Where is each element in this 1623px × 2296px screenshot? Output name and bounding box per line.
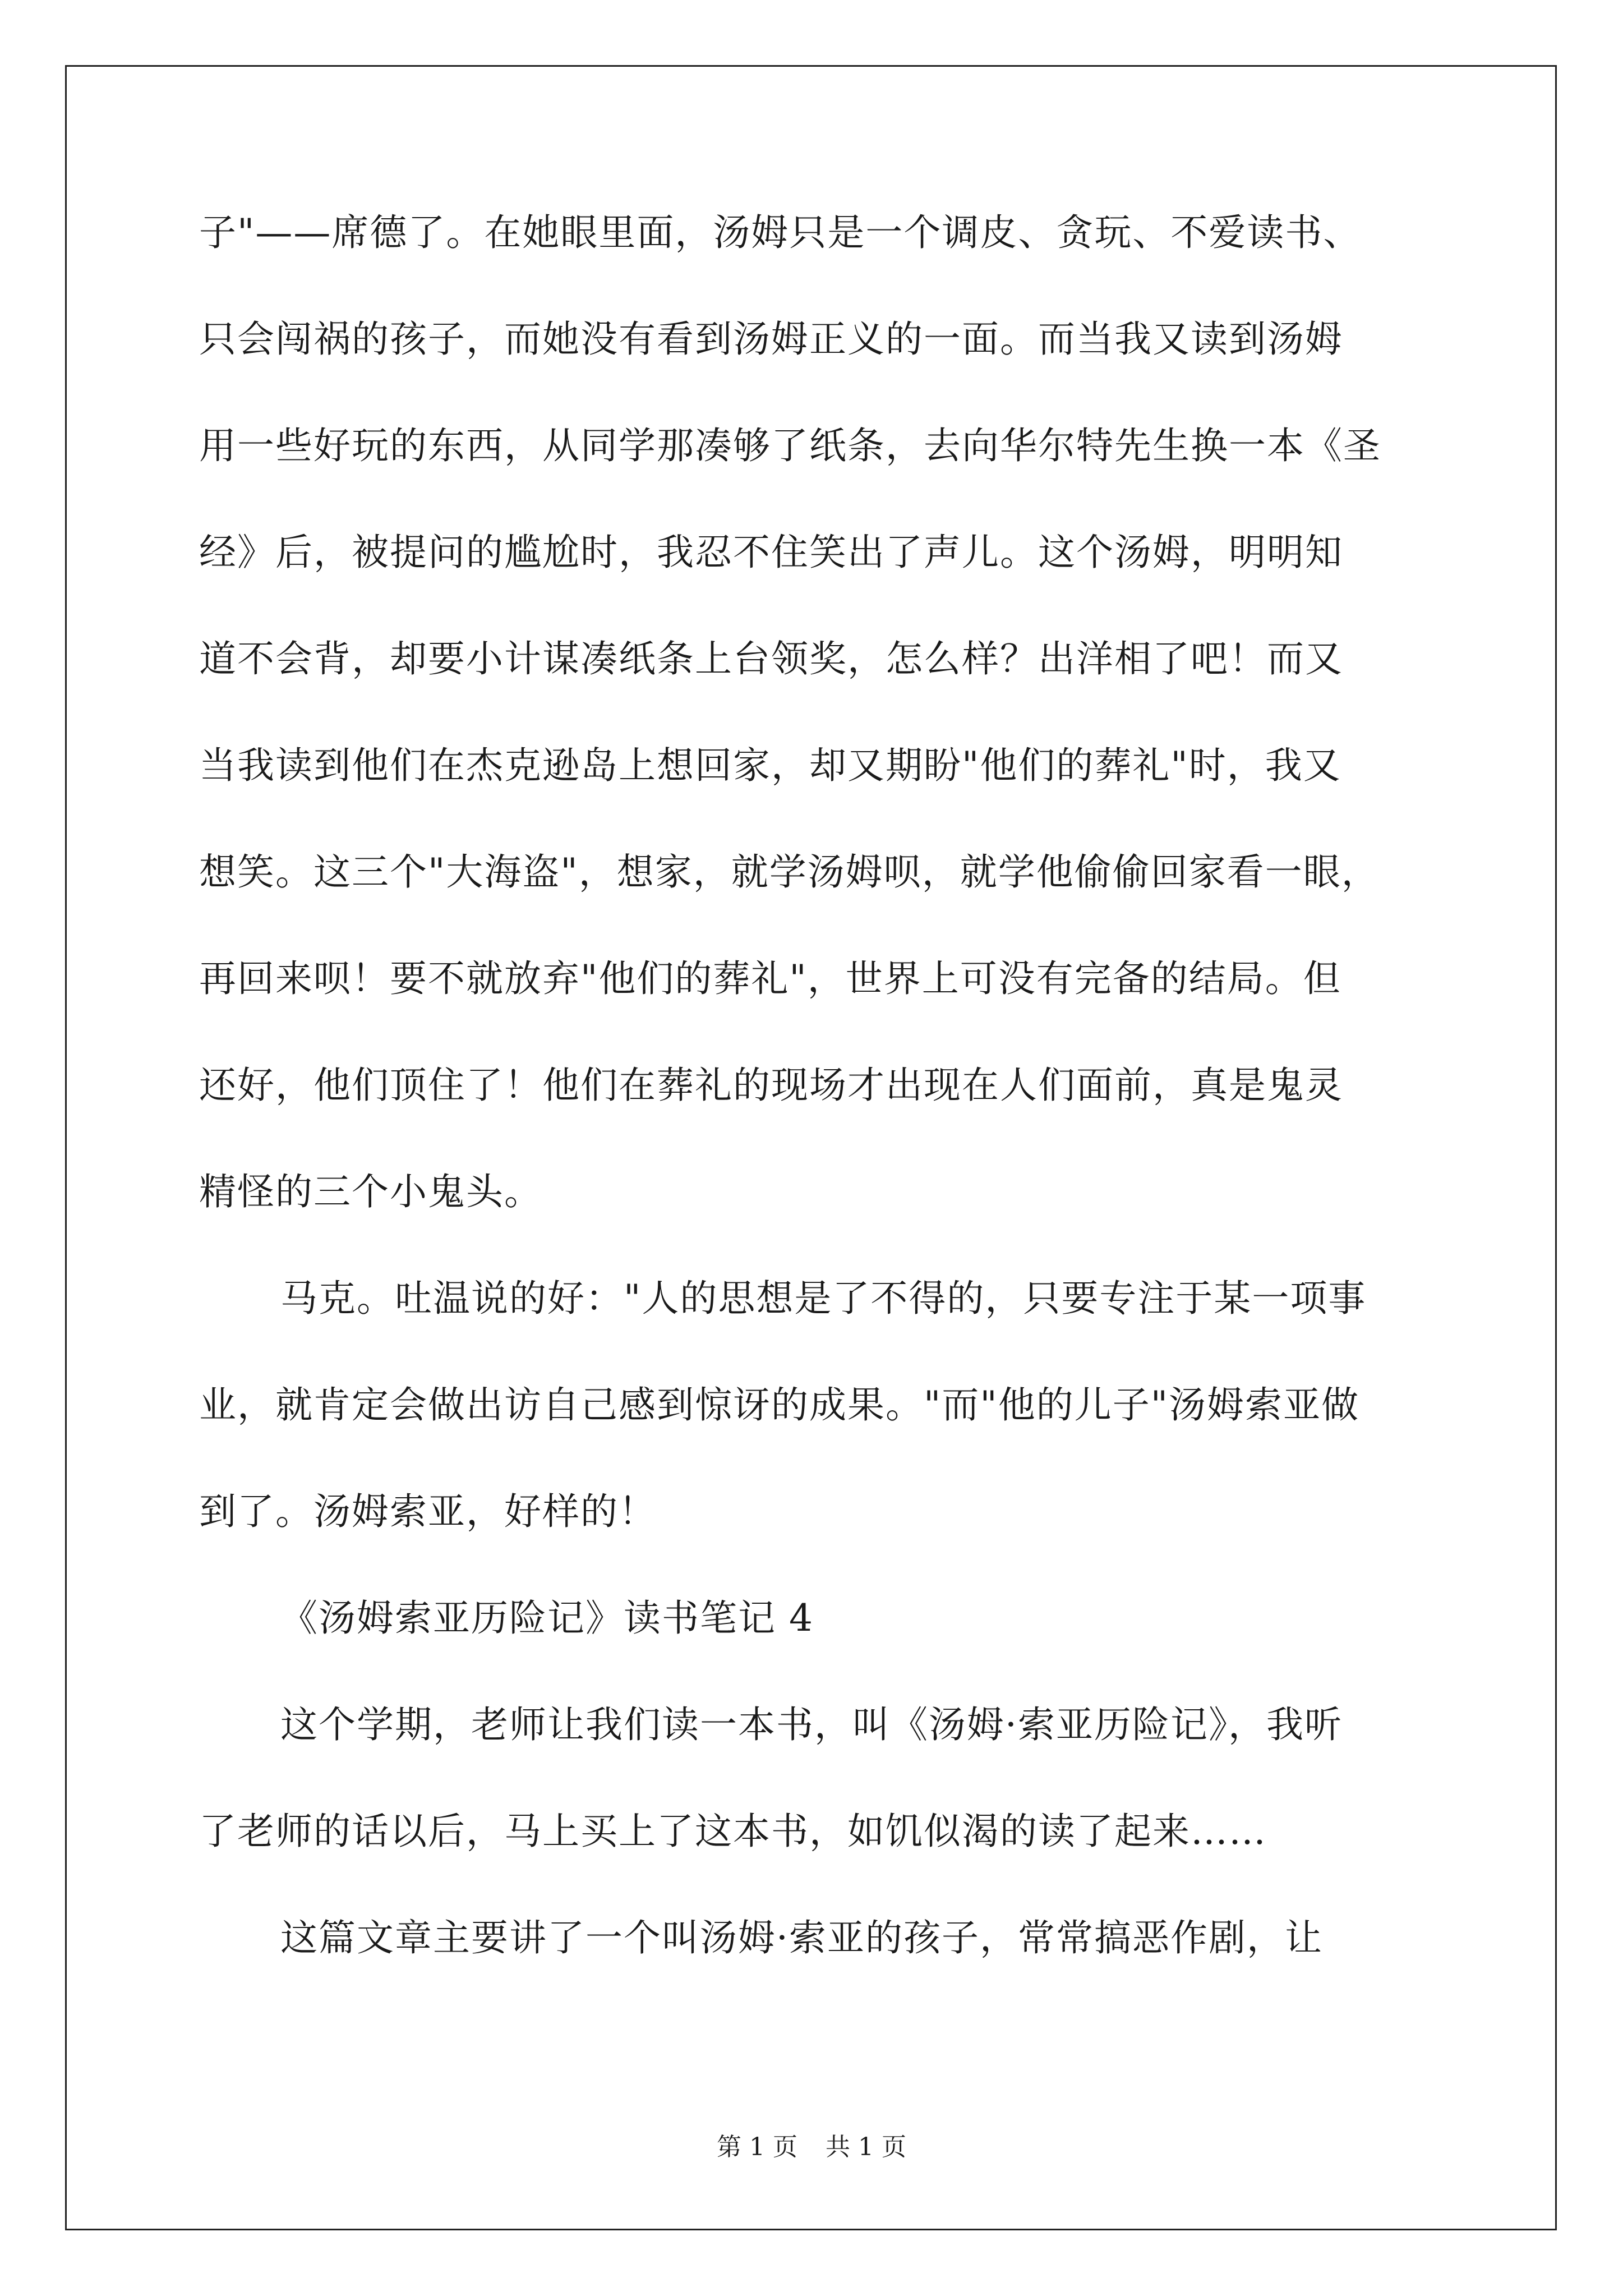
- section-heading: 《汤姆索亚历险记》读书笔记 4: [280, 1596, 814, 1640]
- text-line: 经》后，被提问的尴尬时，我忍不住笑出了声儿。这个汤姆，明明知: [199, 531, 1343, 574]
- text-line: 还好，他们顶住了！他们在葬礼的现场才出现在人们面前，真是鬼灵: [199, 1064, 1343, 1107]
- document-body: [199, 180, 1472, 1991]
- text-line: 用一些好玩的东西，从同学那凑够了纸条，去向华尔特先生换一本《圣: [199, 424, 1381, 467]
- paragraph-start-line: 马克。吐温说的好："人的思想是了不得的，只要专注于某一项事: [280, 1277, 1367, 1320]
- text-line: 道不会背，却要小计谋凑纸条上台领奖，怎么样？出洋相了吧！而又: [199, 637, 1343, 680]
- text-line: 业，就肯定会做出访自己感到惊讶的成果。"而"他的儿子"汤姆索亚做: [199, 1383, 1360, 1427]
- page-number: 第 1 页: [717, 2133, 797, 2161]
- text-line: 了老师的话以后，马上买上了这本书，如饥似渴的读了起来……: [199, 1810, 1267, 1853]
- text-line: 当我读到他们在杰克逊岛上想回家，却又期盼"他们的葬礼"时，我又: [199, 744, 1341, 787]
- page-footer: [0, 2131, 1623, 2164]
- text-line: 到了。汤姆索亚，好样的！: [199, 1490, 657, 1533]
- text-line: 精怪的三个小鬼头。: [199, 1170, 542, 1213]
- paragraph-start-line: 这篇文章主要讲了一个叫汤姆·索亚的孩子，常常搞恶作剧，让: [280, 1916, 1323, 1959]
- page-total: 共 1 页: [826, 2133, 906, 2161]
- text-line: 子"——席德了。在她眼里面，汤姆只是一个调皮、贪玩、不爱读书、: [199, 211, 1362, 254]
- paragraph-start-line: 这个学期，老师让我们读一本书，叫《汤姆·索亚历险记》，我听: [280, 1703, 1343, 1746]
- text-line: 想笑。这三个"大海盗"，想家，就学汤姆呗，就学他偷偷回家看一眼，: [199, 850, 1380, 894]
- text-line: 再回来呗！要不就放弃"他们的葬礼"，世界上可没有完备的结局。但: [199, 957, 1341, 1000]
- text-line: 只会闯祸的孩子，而她没有看到汤姆正义的一面。而当我又读到汤姆: [199, 318, 1343, 361]
